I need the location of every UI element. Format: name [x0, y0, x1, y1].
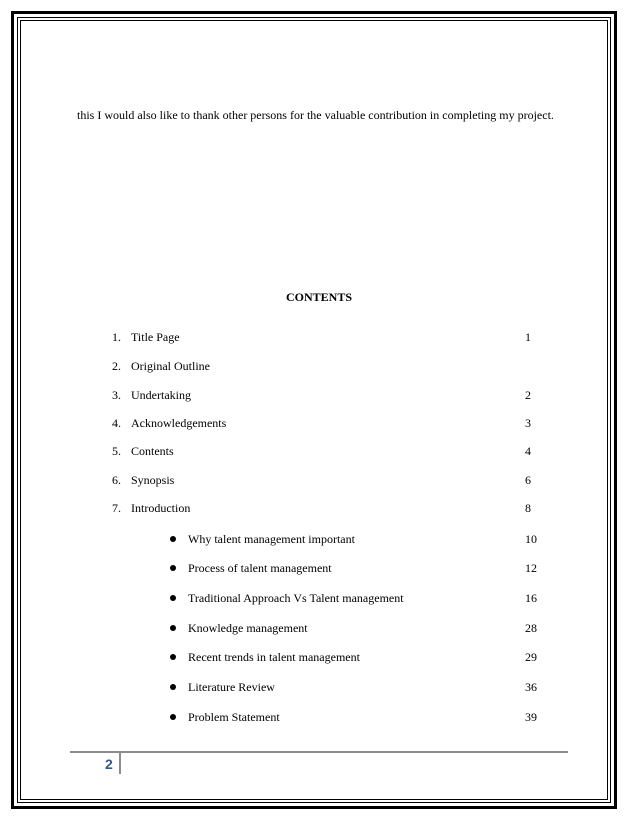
toc-item	[0, 359, 638, 375]
footer-rule	[70, 751, 568, 753]
bullet-icon	[170, 714, 176, 720]
footer-divider	[119, 752, 121, 774]
toc-subitem-page: 39	[525, 710, 537, 724]
toc-item	[0, 473, 638, 489]
bullet-icon	[170, 595, 176, 601]
toc-subitem-label: Why talent management important	[188, 532, 355, 546]
toc-item-label: Original Outline	[131, 359, 210, 373]
toc-subitem-label: Knowledge management	[188, 621, 308, 635]
toc-item-page: 6	[525, 473, 531, 487]
toc-subitem-page: 12	[525, 561, 537, 575]
toc-item	[0, 444, 638, 460]
toc-subitem-label: Process of talent management	[188, 561, 332, 575]
bullet-icon	[170, 565, 176, 571]
bullet-icon	[170, 536, 176, 542]
toc-subitem-page: 29	[525, 650, 537, 664]
toc-item-number: 4.	[112, 416, 121, 430]
toc-item-number: 1.	[112, 330, 121, 344]
toc-item-page: 2	[525, 388, 531, 402]
toc-item-label: Introduction	[131, 501, 191, 515]
toc-item-number: 5.	[112, 444, 121, 458]
toc-subitem-label: Literature Review	[188, 680, 275, 694]
toc-subitem	[0, 561, 638, 577]
bullet-icon	[170, 654, 176, 660]
toc-item-label: Acknowledgements	[131, 416, 227, 430]
toc-item-label: Title Page	[131, 330, 180, 344]
toc-item-number: 6.	[112, 473, 121, 487]
bullet-icon	[170, 684, 176, 690]
toc-subitem	[0, 680, 638, 696]
toc-subitem-page: 36	[525, 680, 537, 694]
toc-item-number: 2.	[112, 359, 121, 373]
toc-subitem	[0, 650, 638, 666]
bullet-icon	[170, 625, 176, 631]
toc-item	[0, 416, 638, 432]
toc-subitem	[0, 532, 638, 548]
toc-item-number: 3.	[112, 388, 121, 402]
toc-item-label: Contents	[131, 444, 174, 458]
toc-subitem-page: 16	[525, 591, 537, 605]
toc-item	[0, 330, 638, 346]
toc-subitem-label: Traditional Approach Vs Talent management	[188, 591, 404, 605]
contents-heading: CONTENTS	[285, 290, 353, 304]
page-number: 2	[105, 756, 113, 772]
toc-subitem	[0, 710, 638, 726]
toc-item-page: 4	[525, 444, 531, 458]
toc-item-number: 7.	[112, 501, 121, 515]
toc-item-page: 8	[525, 501, 531, 515]
toc-subitem-page: 28	[525, 621, 537, 635]
toc-subitem	[0, 591, 638, 607]
toc-item	[0, 388, 638, 404]
toc-subitem	[0, 621, 638, 637]
toc-item-label: Undertaking	[131, 388, 191, 402]
toc-subitem-label: Recent trends in talent management	[188, 650, 360, 664]
toc-item	[0, 501, 638, 517]
toc-subitem-label: Problem Statement	[188, 710, 280, 724]
toc-subitem-page: 10	[525, 532, 537, 546]
toc-item-page: 3	[525, 416, 531, 430]
toc-item-page: 1	[525, 330, 531, 344]
toc-item-label: Synopsis	[131, 473, 175, 487]
body-paragraph: this I would also like to thank other persons for the valuable contribution in completing my project.	[77, 108, 554, 122]
